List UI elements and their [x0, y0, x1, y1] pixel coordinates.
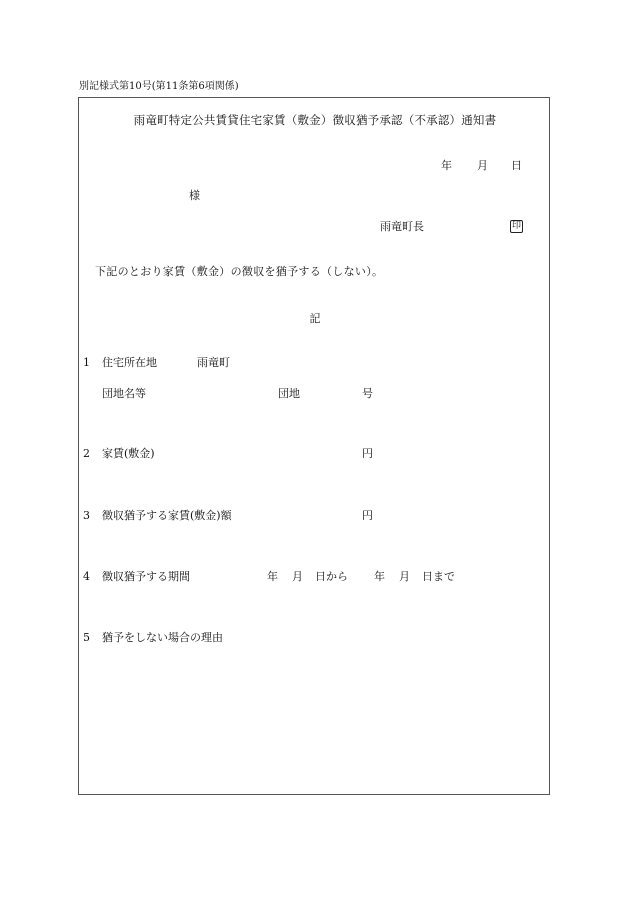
from-day-label: 日から: [315, 570, 348, 583]
form-frame: [78, 97, 550, 795]
item-label-deferral-period: 徴収猶予する期間: [102, 570, 190, 583]
ki-heading: 記: [309, 312, 321, 325]
yen-unit: 円: [362, 509, 373, 522]
item-label-address: 住宅所在地: [102, 356, 157, 369]
document-title: 雨竜町特定公共賃貸住宅家賃（敷金）徴収猶予承認（不承認）通知書: [133, 113, 497, 127]
item-number: 1: [83, 356, 90, 369]
date-month-label: 月: [477, 159, 488, 172]
item-number: 2: [83, 447, 90, 460]
to-day-label: 日まで: [422, 570, 455, 583]
to-month-label: 月: [399, 570, 410, 583]
lead-text: 下記のとおり家賃（敷金）の徴収を猶予する（しない）。: [95, 265, 384, 278]
from-year-label: 年: [267, 570, 278, 583]
item-number: 5: [83, 631, 90, 644]
item-label-danchi-name: 団地名等: [102, 387, 146, 400]
seal-mark: 印: [511, 221, 521, 231]
yen-unit: 円: [362, 447, 373, 460]
danchi-unit: 団地: [278, 387, 300, 400]
from-month-label: 月: [292, 570, 303, 583]
to-year-label: 年: [374, 570, 385, 583]
town-name: 雨竜町: [197, 356, 230, 369]
issuer-name: 雨竜町長: [380, 220, 424, 233]
item-label-rent: 家賃(敷金): [102, 447, 155, 460]
item-number: 4: [83, 570, 90, 583]
item-label-deferred-amount: 徴収猶予する家賃(敷金)額: [102, 509, 232, 522]
go-unit: 号: [362, 387, 373, 400]
item-number: 3: [83, 509, 90, 522]
form-header-label: 別記様式第10号(第11条第6項関係): [79, 81, 239, 92]
addressee-suffix: 様: [189, 189, 200, 202]
date-day-label: 日: [511, 159, 522, 172]
date-year-label: 年: [441, 159, 452, 172]
item-label-reason: 猶予をしない場合の理由: [102, 631, 223, 644]
